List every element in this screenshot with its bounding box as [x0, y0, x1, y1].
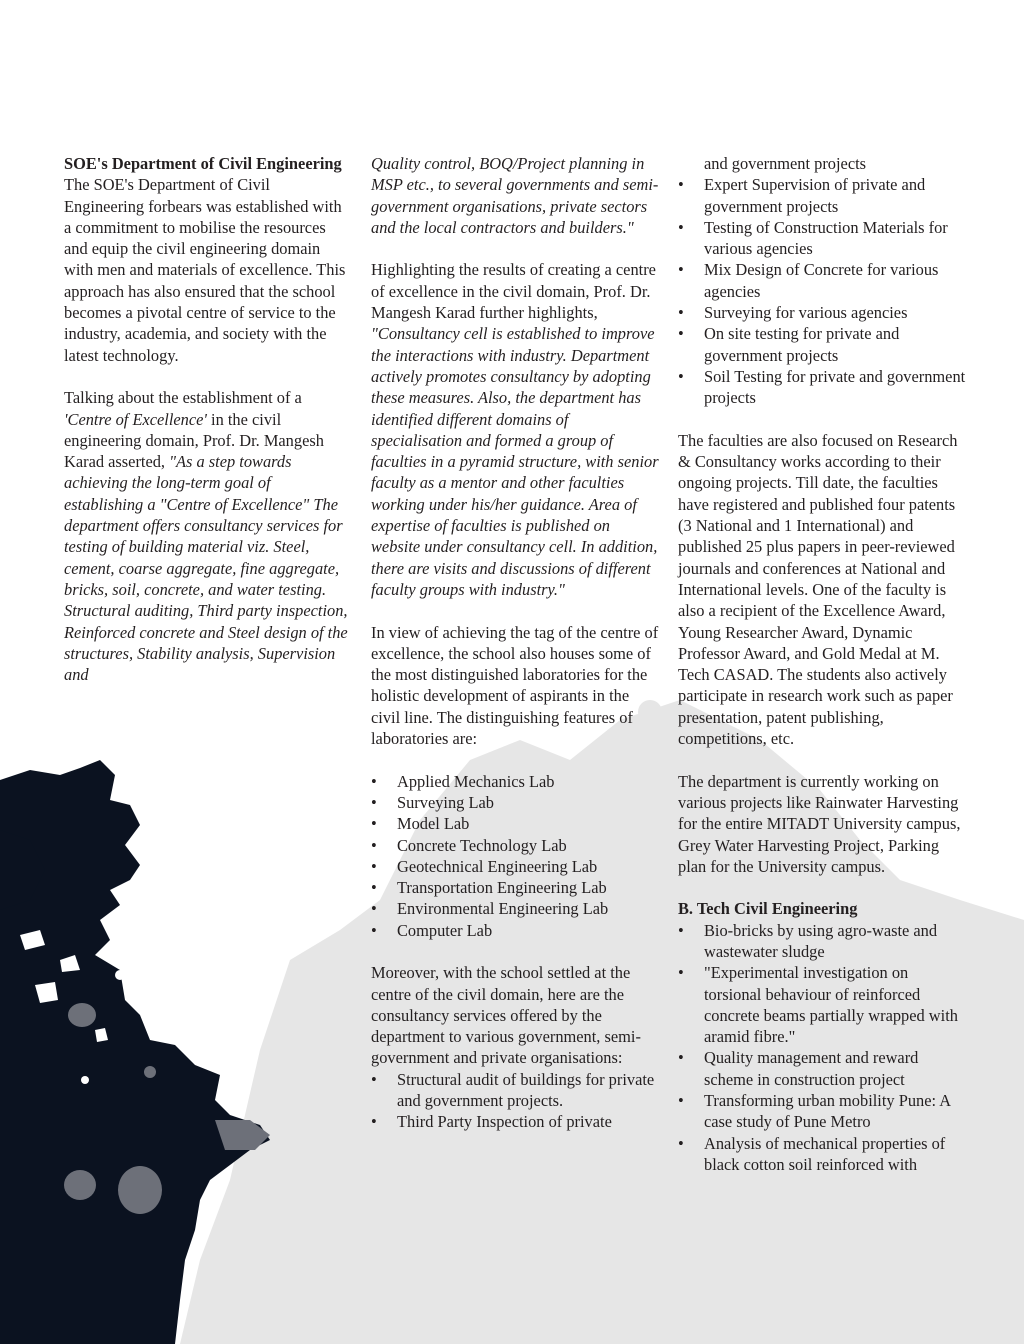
list-item: • Concrete Technology Lab [371, 835, 661, 856]
list-item: • Testing of Construction Materials for various agencies [678, 217, 968, 260]
list-item: • Computer Lab [371, 920, 661, 941]
labs-intro-paragraph: In view of achieving the tag of the centre of excellence, the school also houses some of the most distinguished laboratories for the holistic development of aspirants in the civil line. The distinguishing features of laboratories are: [371, 622, 659, 749]
btech-projects-list [678, 920, 968, 1176]
list-item: • Model Lab [371, 813, 661, 834]
karad-quote: "As a step towards achieving the long-term goal of establishing a "Centre of Excellence" The department offers consultancy services for testing of building material viz. Steel, cement, coarse aggregate, fine aggregate, bricks, soil, concrete, and water testing. Structural auditing, Third party inspection, Reinforced concrete and Steel design of the structures, Stability analysis, Supervision and [64, 452, 348, 685]
list-item: • Applied Mechanics Lab [371, 771, 661, 792]
services-list [371, 1069, 661, 1133]
projects-paragraph: The department is currently working on various projects like Rainwater Harvesting for the entire MITADT University campus, Grey Water Harvesting Project, Parking plan for the University campus. [678, 771, 961, 876]
list-item: • Analysis of mechanical properties of black cotton soil reinforced with [678, 1133, 968, 1176]
list-item: • Bio-bricks by using agro-waste and wastewater sludge [678, 920, 968, 963]
column-middle [371, 153, 661, 1133]
column-left [64, 153, 350, 685]
list-item: • Transportation Engineering Lab [371, 877, 661, 898]
consultancy-quote: "Consultancy cell is established to improve the interactions with industry. Department actively promotes consultancy by adopting these measures. Also, the department has identified different domains of specialisation and formed a group of faculties in a pyramid structure, with senior faculty as a mentor and other faculties working under his/her guidance. Area of expertise of faculties is published on website under consultancy cell. In addition, there are visits and discussions of different faculty groups with industry." [371, 324, 659, 599]
list-item: • Mix Design of Concrete for various agencies [678, 259, 968, 302]
paragraph-text: Talking about the establishment of a [64, 388, 302, 408]
research-paragraph: The faculties are also focused on Research & Consultancy works according to their ongoing projects. Till date, the faculties have registered and published four patents (3 National and 1 International) and published 25 plus papers in peer-reviewed journals and conferences at National and International levels. One of the faculty is also a recipient of the Excellence Award, Young Researcher Award, Dynamic Professor Award, and Gold Medal at M. Tech CASAD. The students also actively participate in research work such as paper presentation, patent publishing, competitions, etc. [678, 430, 958, 749]
list-item: • Environmental Engineering Lab [371, 898, 661, 919]
paragraph-text: Highlighting the results of creating a centre of excellence in the civil domain, Prof. Dr. Mangesh Karad further highlights, [371, 260, 656, 323]
intro-paragraph: The SOE's Department of Civil Engineering forbears was established with a commitment to mobilise the resources and equip the civil engineering domain with men and materials of excellence. This approach has also ensured that the school becomes a pivotal centre of service to the industry, academia, and society with the latest technology. [64, 175, 346, 365]
list-item: • Soil Testing for private and government projects [678, 366, 968, 409]
centre-of-excellence-term: 'Centre of Excellence' [64, 409, 207, 429]
list-item: • Third Party Inspection of private [371, 1111, 661, 1132]
column-right [678, 153, 968, 1175]
list-item: • Geotechnical Engineering Lab [371, 856, 661, 877]
btech-heading: B. Tech Civil Engineering [678, 899, 858, 919]
list-item: • Structural audit of buildings for private and government projects. [371, 1069, 661, 1112]
list-item: • Expert Supervision of private and government projects [678, 174, 968, 217]
paragraph-text: in the civil engineering domain, Prof. Dr. Mangesh Karad asserted, [64, 409, 324, 472]
list-item: • Quality management and reward scheme in construction project [678, 1047, 968, 1090]
list-item: • Surveying for various agencies [678, 302, 968, 323]
karad-quote-continued: Quality control, BOQ/Project planning in MSP etc., to several governments and semi-government organisations, private sectors and the local contractors and builders." [371, 154, 659, 237]
list-item: • Surveying Lab [371, 792, 661, 813]
services-intro-paragraph: Moreover, with the school settled at the centre of the civil domain, here are the consultancy services offered by the department to various government, semi-government and private organisations: [371, 963, 641, 1068]
services-list-continued-text: and government projects [704, 154, 867, 173]
labs-list [371, 771, 661, 941]
list-item: • On site testing for private and government projects [678, 323, 968, 366]
list-item: • Transforming urban mobility Pune: A case study of Pune Metro [678, 1090, 968, 1133]
list-item: • "Experimental investigation on torsional behaviour of reinforced concrete beams partially wrapped with aramid fibre." [678, 962, 968, 1047]
section-heading: SOE's Department of Civil Engineering [64, 154, 342, 173]
services-list-continued [678, 174, 968, 408]
centre-of-excellence-paragraph [64, 387, 350, 685]
consultancy-paragraph [371, 259, 661, 600]
